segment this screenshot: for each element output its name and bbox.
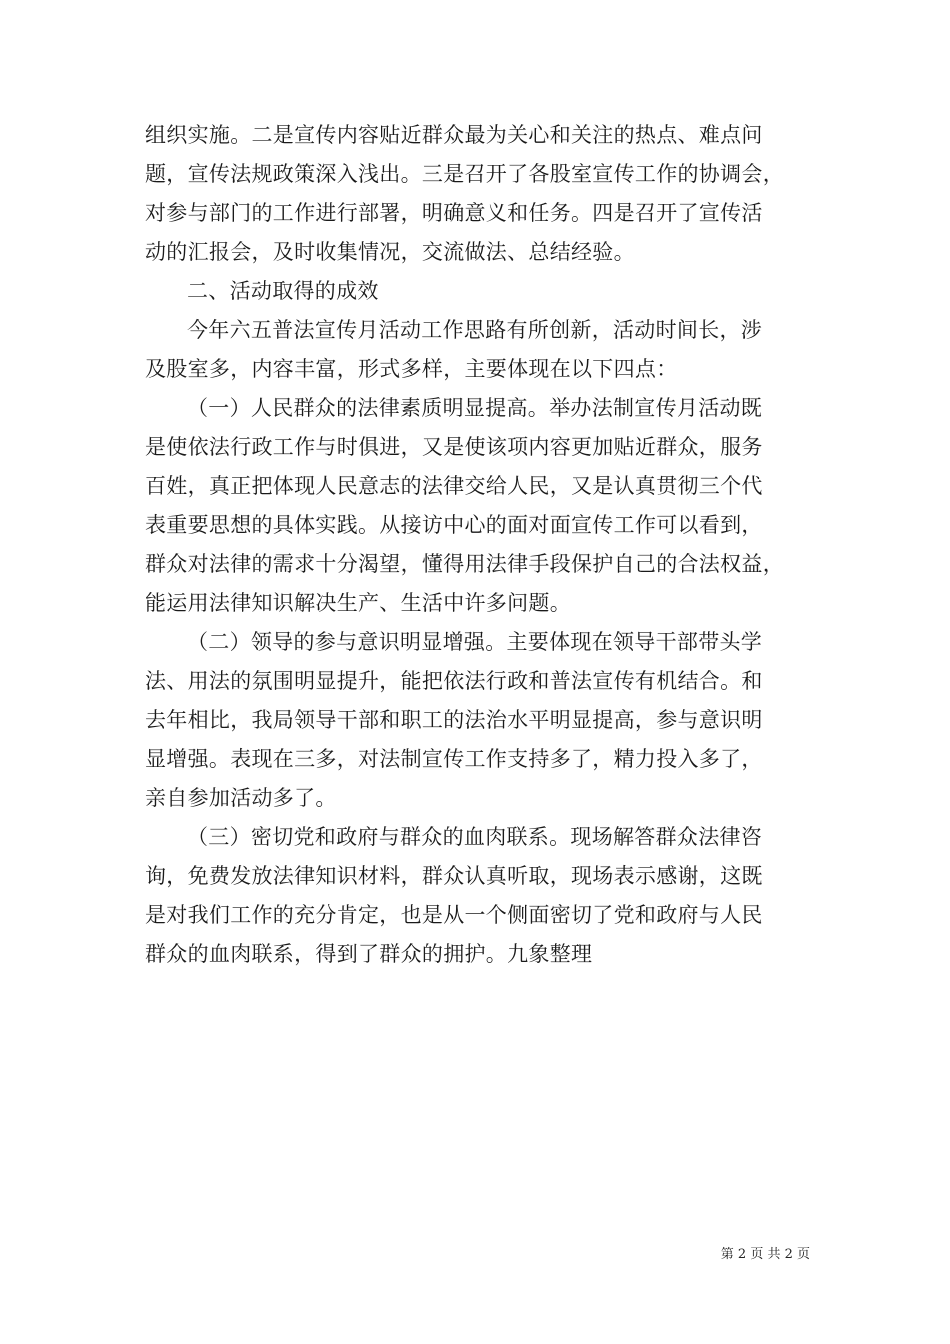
text-line: 群众对法律的需求十分渴望，懂得用法律手段保护自己的合法权益， xyxy=(145,552,784,576)
text-line: 法、用法的氛围明显提升，能把依法行政和普法宣传有机结合。和 xyxy=(145,669,763,693)
text-line: 百姓，真正把体现人民意志的法律交给人民，又是认真贯彻三个代 xyxy=(145,474,763,498)
document-body xyxy=(145,116,813,974)
text-line: 显增强。表现在三多，对法制宣传工作支持多了，精力投入多了， xyxy=(145,747,763,771)
text-line: 去年相比，我局领导干部和职工的法治水平明显提高，参与意识明 xyxy=(145,708,763,732)
text-line: 表重要思想的具体实践。从接访中心的面对面宣传工作可以看到， xyxy=(145,513,763,537)
text-line: 组织实施。二是宣传内容贴近群众最为关心和关注的热点、难点问 xyxy=(145,123,763,147)
text-line: 今年六五普法宣传月活动工作思路有所创新，活动时间长，涉 xyxy=(187,318,763,342)
text-line: （三）密切党和政府与群众的血肉联系。现场解答群众法律咨 xyxy=(187,825,763,849)
section-heading: 二、活动取得的成效 xyxy=(187,279,379,303)
text-line: 能运用法律知识解决生产、生活中许多问题。 xyxy=(145,591,571,615)
text-line: 是使依法行政工作与时俱进，又是使该项内容更加贴近群众，服务 xyxy=(145,435,763,459)
text-line: 及股室多，内容丰富，形式多样，主要体现在以下四点： xyxy=(145,357,678,381)
text-line: 题，宣传法规政策深入浅出。三是召开了各股室宣传工作的协调会， xyxy=(145,162,784,186)
text-line: （二）领导的参与意识明显增强。主要体现在领导干部带头学 xyxy=(187,630,763,654)
text-line: 询，免费发放法律知识材料，群众认真听取，现场表示感谢，这既 xyxy=(145,864,763,888)
text-line: 动的汇报会，及时收集情况，交流做法、总结经验。 xyxy=(145,240,635,264)
page-number: 第 2 页 共 2 页 xyxy=(720,1247,810,1262)
text-line: 是对我们工作的充分肯定，也是从一个侧面密切了党和政府与人民 xyxy=(145,903,763,927)
text-line: （一）人民群众的法律素质明显提高。举办法制宣传月活动既 xyxy=(187,396,763,420)
text-line: 群众的血肉联系，得到了群众的拥护。九象整理 xyxy=(145,942,593,966)
text-line: 对参与部门的工作进行部署，明确意义和任务。四是召开了宣传活 xyxy=(145,201,763,225)
text-line: 亲自参加活动多了。 xyxy=(145,786,337,810)
